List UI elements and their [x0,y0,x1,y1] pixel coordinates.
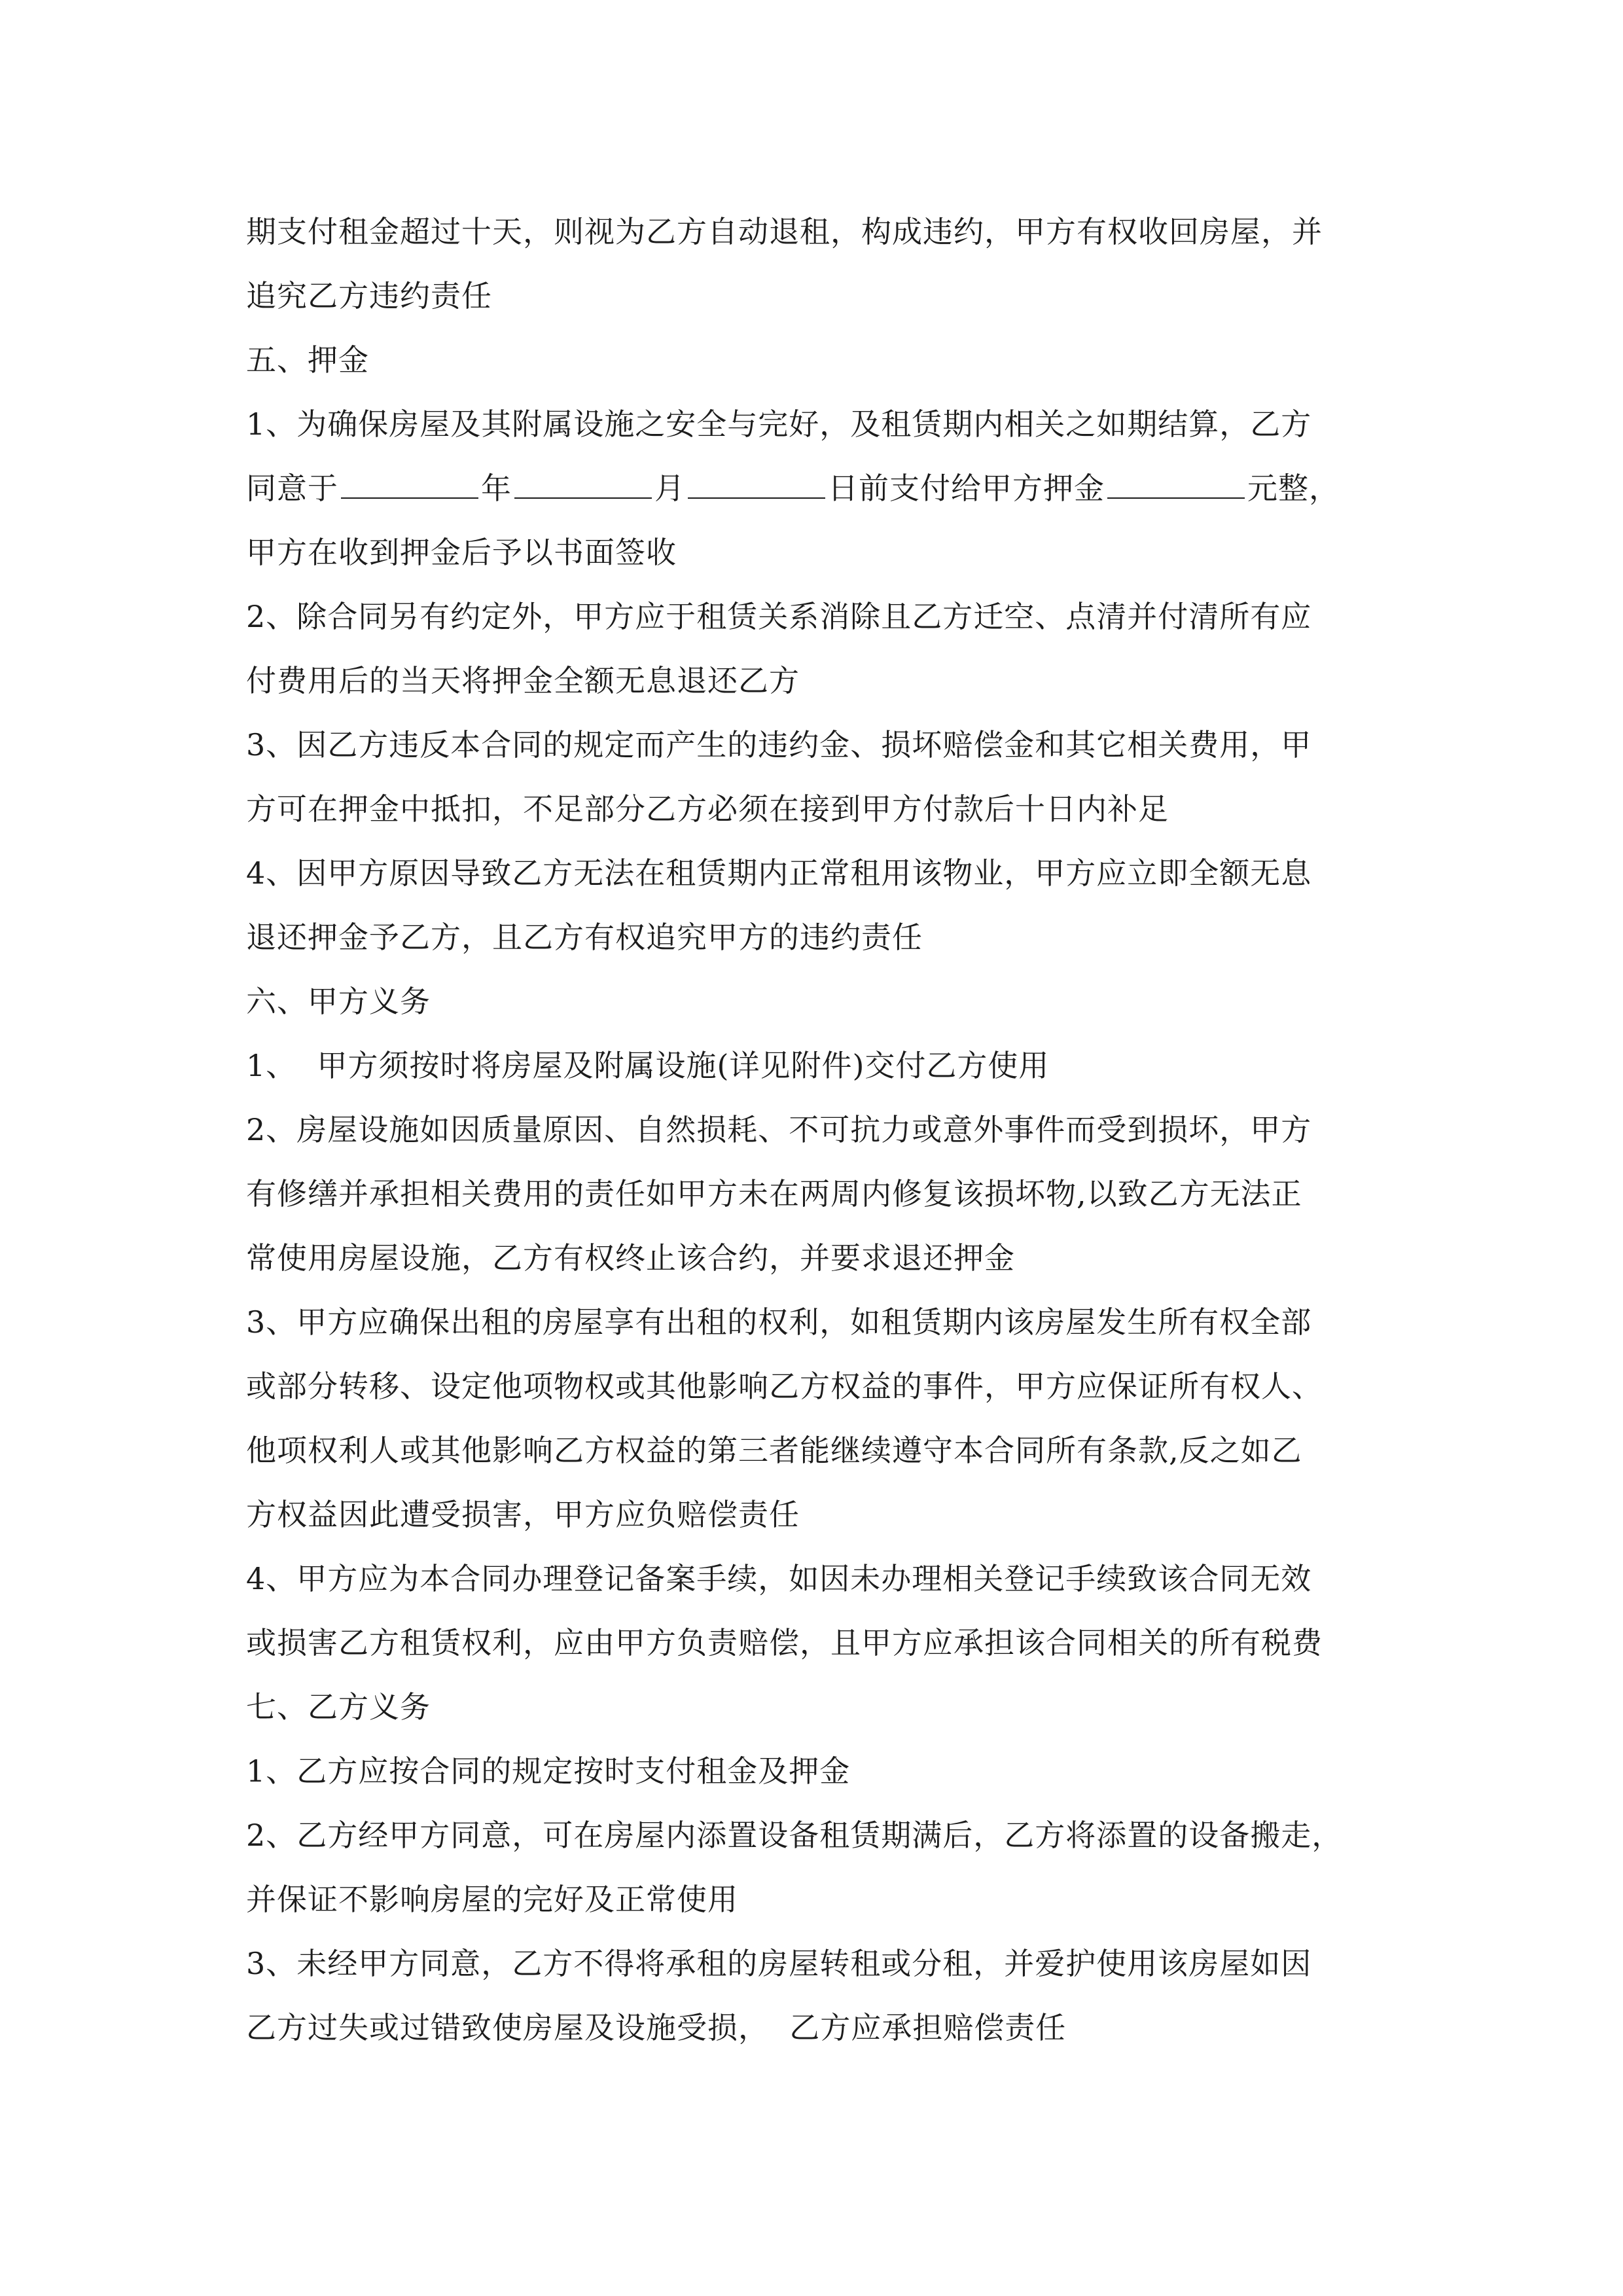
text-line: 常使用房屋设施，乙方有权终止该合约，并要求退还押金 [246,1240,1015,1276]
day-blank [688,467,825,499]
text-line: 3、因乙方违反本合同的规定而产生的违约金、损坏赔偿金和其它相关费用，甲 [246,727,1312,762]
text-fragment: 元整， [1247,471,1340,506]
text-line: 退还押金予乙方，且乙方有权追究甲方的违约责任 [246,920,923,955]
text-fragment: 年 [481,471,512,506]
text-line: 方可在押金中抵扣，不足部分乙方必须在接到甲方付款后十日内补足 [246,791,1169,827]
text-fragment: 日前支付给甲方押金 [828,471,1105,506]
amount-blank [1107,467,1245,499]
text-line: 2、房屋设施如因质量原因、自然损耗、不可抗力或意外事件而受到损坏，甲方 [246,1112,1312,1147]
text-line: 或部分转移、设定他项物权或其他影响乙方权益的事件，甲方应保证所有权人、 [246,1369,1323,1404]
text-line: 1、为确保房屋及其附属设施之安全与完好，及租赁期内相关之如期结算，乙方 [246,406,1312,442]
text-line: 3、未经甲方同意，乙方不得将承租的房屋转租或分租，并爱护使用该房屋如因 [246,1946,1312,1981]
text-fragment: 月 [654,471,685,506]
deposit-date-line [246,456,1385,520]
text-line: 4、因甲方原因导致乙方无法在租赁期内正常租用该物业，甲方应立即全额无息 [246,855,1312,891]
text-line: 2、乙方经甲方同意，可在房屋内添置设备租赁期满后，乙方将添置的设备搬走， [246,1818,1343,1853]
text-line: 追究乙方违约责任 [246,278,492,314]
section-heading-party-a: 六、甲方义务 [246,984,431,1019]
text-line: 甲方在收到押金后予以书面签收 [246,535,677,570]
text-line: 1、乙方应按合同的规定按时支付租金及押金 [246,1753,851,1789]
month-blank [514,467,652,499]
text-line: 期支付租金超过十天，则视为乙方自动退租，构成违约，甲方有权收回房屋，并 [246,214,1323,249]
text-line: 或损害乙方租赁权利，应由甲方负责赔偿，且甲方应承担该合同相关的所有税费 [246,1625,1323,1660]
text-line: 他项权利人或其他影响乙方权益的第三者能继续遵守本合同所有条款,反之如乙 [246,1433,1302,1468]
text-line: 乙方过失或过错致使房屋及设施受损， 乙方应承担赔偿责任 [246,2010,1067,2045]
text-line: 方权益因此遭受损害，甲方应负赔偿责任 [246,1497,800,1532]
text-line: 2、除合同另有约定外，甲方应于租赁关系消除且乙方迁空、点清并付清所有应 [246,599,1312,634]
year-blank [341,467,478,499]
text-line: 4、甲方应为本合同办理登记备案手续，如因未办理相关登记手续致该合同无效 [246,1561,1312,1596]
text-line: 并保证不影响房屋的完好及正常使用 [246,1882,738,1917]
contract-body [246,200,1385,2060]
text-line: 1、 甲方须按时将房屋及附属设施(详见附件)交付乙方使用 [246,1048,1050,1083]
text-line: 有修缮并承担相关费用的责任如甲方未在两周内修复该损坏物,以致乙方无法正 [246,1176,1302,1211]
section-heading-party-b: 七、乙方义务 [246,1689,431,1725]
text-fragment: 同意于 [246,471,338,506]
section-heading-deposit: 五、押金 [246,342,369,378]
text-line: 付费用后的当天将押金全额无息退还乙方 [246,663,800,698]
text-line: 3、甲方应确保出租的房屋享有出租的权利，如租赁期内该房屋发生所有权全部 [246,1304,1312,1340]
